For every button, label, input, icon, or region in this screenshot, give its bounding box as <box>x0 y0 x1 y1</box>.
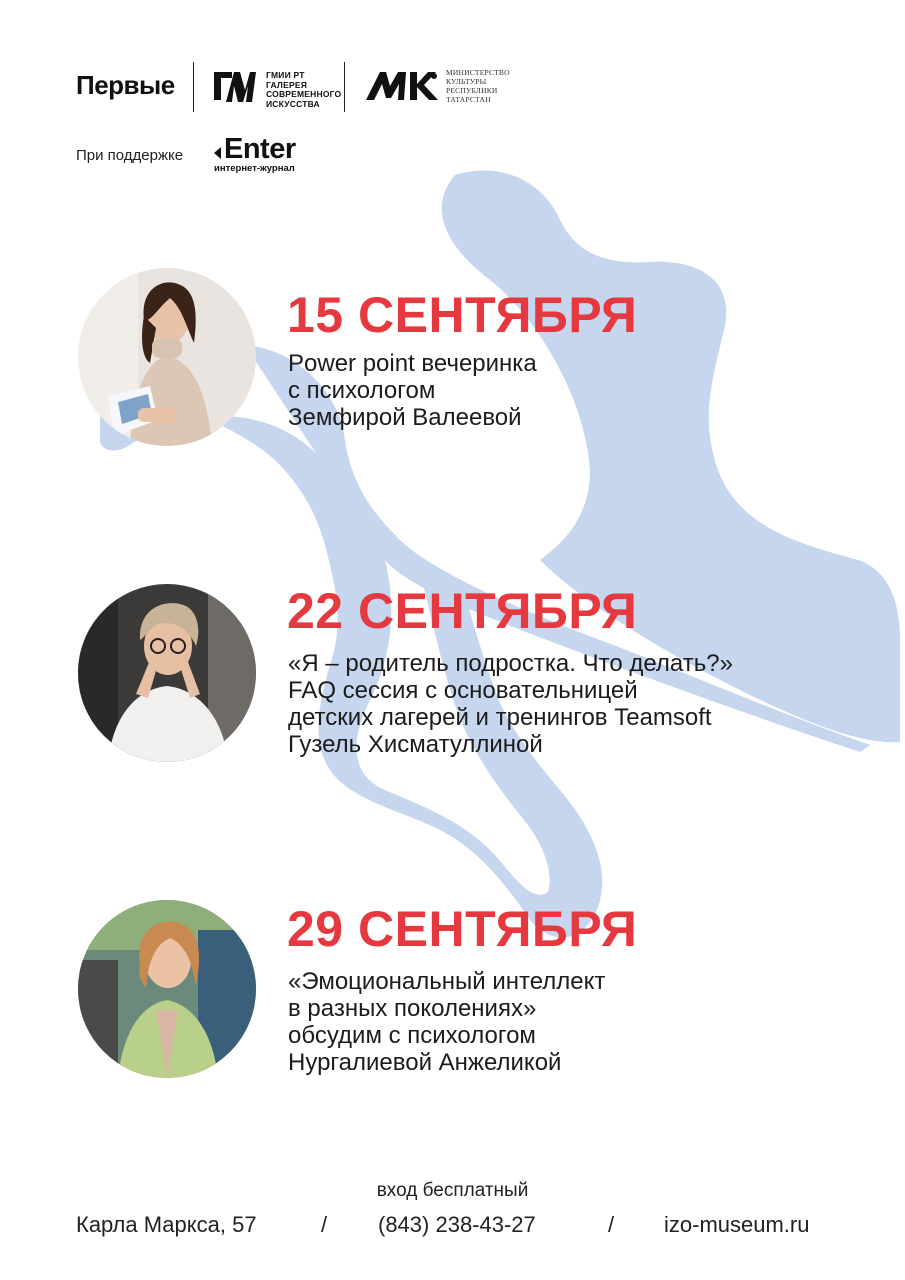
enter-logo: Enter <box>224 133 296 165</box>
event-date: 29 СЕНТЯБРЯ <box>287 901 638 957</box>
ministry-line: ТАТАРСТАН <box>446 95 491 104</box>
mk-logo-icon <box>364 68 440 104</box>
gmii-line: ГАЛЕРЕЯ <box>266 79 308 90</box>
enter-arrow-icon <box>212 146 222 160</box>
footer-separator: / <box>608 1212 615 1237</box>
ministry-line: МИНИСТЕРСТВО <box>446 68 510 77</box>
ministry-line: КУЛЬТУРЫ <box>446 77 487 86</box>
entry-note: вход бесплатный <box>376 1180 529 1201</box>
event-line: Земфирой Валеевой <box>288 404 522 431</box>
event-description <box>288 350 537 431</box>
header-divider <box>193 62 194 112</box>
header-divider <box>344 62 345 112</box>
phone: (843) 238-43-27 <box>378 1212 536 1237</box>
gmii-line: СОВРЕМЕННОГО <box>266 89 342 99</box>
event-line: «Я – родитель подростка. Что делать?» <box>288 650 733 677</box>
event-description <box>288 968 605 1076</box>
speaker-photo-1 <box>78 268 256 446</box>
event-line: Гузель Хисматуллиной <box>288 731 543 758</box>
pervye-logo: Первые <box>76 70 175 100</box>
gmii-line: ГМИИ РТ <box>266 70 305 80</box>
event-description <box>288 650 733 758</box>
footer-separator: / <box>321 1212 328 1237</box>
ministry-line: РЕСПУБЛИКИ <box>446 86 498 95</box>
website-link[interactable]: izo-museum.ru <box>664 1212 810 1237</box>
event-date: 15 СЕНТЯБРЯ <box>287 287 638 343</box>
gmii-logo-icon <box>212 68 258 104</box>
event-line: с психологом <box>288 377 436 404</box>
event-line: детских лагерей и тренингов Teamsoft <box>288 704 712 731</box>
address: Карла Маркса, 57 <box>76 1212 257 1237</box>
event-line: Нургалиевой Анжеликой <box>288 1049 562 1076</box>
speaker-photo-2 <box>78 584 256 762</box>
gmii-line: ИСКУССТВА <box>266 98 320 109</box>
support-label: При поддержке <box>76 147 184 164</box>
event-line: Power point вечеринка <box>288 350 537 377</box>
enter-subtitle: интернет-журнал <box>214 163 295 174</box>
event-line: «Эмоциональный интеллект <box>288 968 606 995</box>
event-line: обсудим с психологом <box>288 1022 536 1049</box>
event-line: FAQ сессия с основательницей <box>288 677 638 704</box>
event-line: в разных поколениях» <box>288 995 537 1022</box>
ministry-name <box>446 68 510 104</box>
gmii-name <box>266 71 341 109</box>
event-date: 22 СЕНТЯБРЯ <box>287 583 638 639</box>
speaker-photo-3 <box>78 900 256 1078</box>
